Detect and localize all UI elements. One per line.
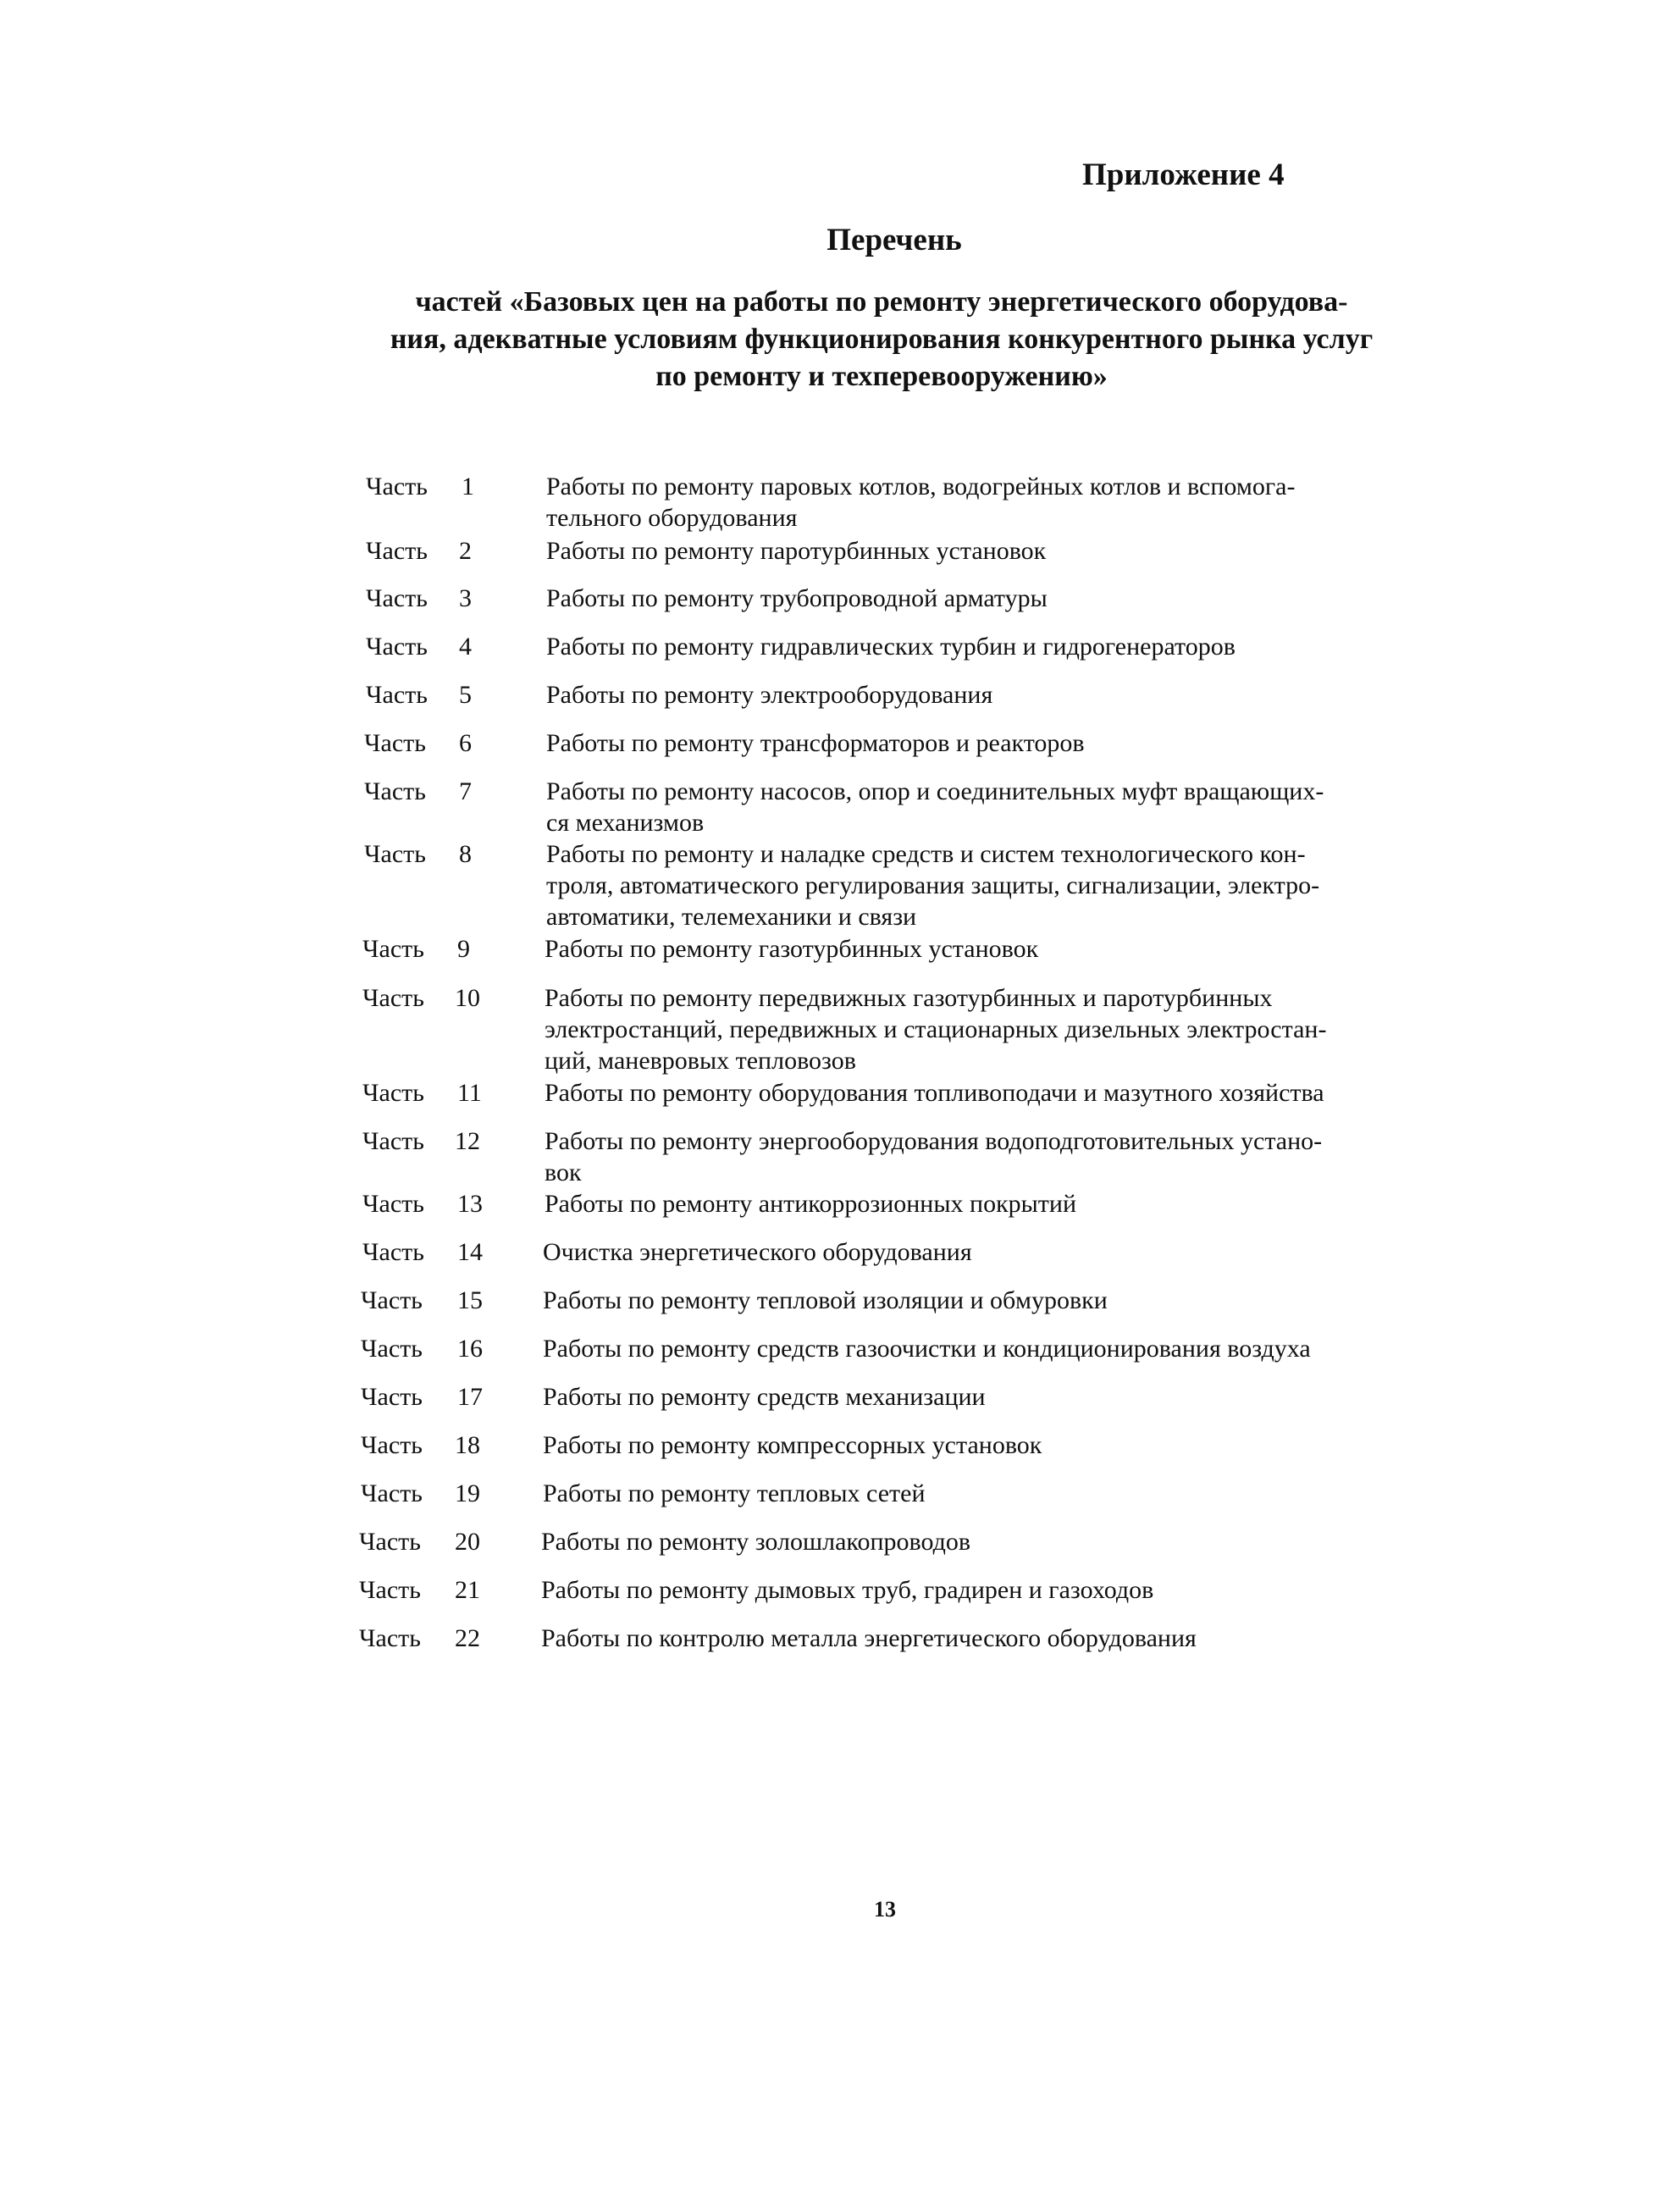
part-description-line: тельного оборудования [546, 504, 798, 532]
part-number: 19 [455, 1479, 480, 1507]
part-number: 7 [459, 777, 472, 805]
subtitle-line: по ремонту и техперевооружению» [655, 361, 1108, 392]
part-description [543, 1333, 1440, 1364]
part-description [546, 631, 1444, 662]
part-description [545, 1077, 1442, 1109]
part-number: 6 [459, 729, 472, 757]
part-description-line: Работы по ремонту средств механизации [543, 1383, 986, 1411]
part-description-line: Работы по ремонту гидравлических турбин и гидрогенераторов [546, 633, 1236, 661]
part-description [543, 1478, 1440, 1509]
part-description [546, 679, 1444, 711]
part-description-line: Работы по ремонту дымовых труб, градирен и газоходов [541, 1576, 1154, 1604]
part-description [546, 583, 1444, 614]
part-word: Часть [364, 777, 426, 805]
part-description-line: Работы по ремонту электрооборудования [546, 681, 993, 709]
part-word: Часть [362, 1238, 424, 1266]
part-word: Часть [359, 1624, 421, 1652]
part-word: Часть [366, 633, 428, 661]
part-word: Часть [359, 1576, 421, 1604]
part-description [546, 535, 1444, 567]
part-number: 11 [457, 1079, 482, 1107]
part-description [546, 471, 1444, 534]
part-word: Часть [361, 1479, 423, 1507]
part-description-line: Работы по ремонту золошлакопроводов [541, 1528, 971, 1556]
page-title: Перечень [826, 223, 962, 257]
part-word: Часть [361, 1335, 423, 1363]
part-number: 4 [459, 633, 472, 661]
part-number: 5 [459, 681, 472, 709]
part-number: 12 [455, 1127, 480, 1155]
part-word: Часть [361, 1431, 423, 1459]
part-word: Часть [362, 984, 424, 1012]
part-word: Часть [361, 1383, 423, 1411]
part-number: 21 [455, 1576, 480, 1604]
part-description [545, 982, 1442, 1076]
part-description-line: Работы по ремонту компрессорных установок [543, 1431, 1042, 1459]
document-subtitle [309, 284, 1454, 395]
part-word: Часть [362, 1190, 424, 1218]
part-description-line: Работы по ремонту газотурбинных установок [545, 935, 1039, 963]
part-description [546, 727, 1444, 759]
part-number: 2 [459, 537, 472, 565]
part-description-line: Работы по ремонту паровых котлов, водогрейных котлов и вспомога- [546, 473, 1296, 500]
part-description-line: Работы по ремонту тепловой изоляции и обмуровки [543, 1286, 1108, 1314]
part-description-line: Работы по ремонту тепловых сетей [543, 1479, 926, 1507]
part-number: 16 [457, 1335, 483, 1363]
part-description-line: Работы по ремонту передвижных газотурбинных и паротурбинных [545, 984, 1273, 1012]
part-word: Часть [362, 935, 424, 963]
part-description [541, 1623, 1439, 1654]
part-number: 10 [455, 984, 480, 1012]
part-number: 17 [457, 1383, 483, 1411]
subtitle-line: ния, адекватные условиям функционирования конкурентного рынка услуг [390, 324, 1374, 355]
part-word: Часть [366, 473, 428, 500]
part-description-line: Работы по ремонту средств газоочистки и кондиционирования воздуха [543, 1335, 1311, 1363]
part-description-line: Работы по ремонту оборудования топливоподачи и мазутного хозяйства [545, 1079, 1324, 1107]
part-description-line: Работы по контролю металла энергетического оборудования [541, 1624, 1197, 1652]
part-description [541, 1526, 1439, 1557]
part-number: 13 [457, 1190, 483, 1218]
part-description-line: Работы по ремонту насосов, опор и соединительных муфт вращающих- [546, 777, 1324, 805]
part-number: 3 [459, 584, 472, 612]
part-number: 20 [455, 1528, 480, 1556]
part-description [543, 1285, 1440, 1316]
part-word: Часть [359, 1528, 421, 1556]
part-description [543, 1430, 1440, 1461]
part-description-line: ций, маневровых тепловозов [545, 1047, 856, 1075]
page-number: 13 [874, 1897, 896, 1922]
part-number: 1 [462, 473, 474, 500]
part-number: 18 [455, 1431, 480, 1459]
part-description-line: Работы по ремонту антикоррозионных покрытий [545, 1190, 1077, 1218]
part-number: 9 [457, 935, 470, 963]
part-description-line: троля, автоматического регулирования защиты, сигнализации, электро- [546, 871, 1320, 899]
subtitle-line: частей «Базовых цен на работы по ремонту энергетического оборудова- [415, 286, 1348, 318]
part-word: Часть [364, 840, 426, 868]
part-description-line: ся механизмов [546, 809, 705, 837]
part-word: Часть [361, 1286, 423, 1314]
part-description-line: Работы по ремонту паротурбинных установок [546, 537, 1047, 565]
part-word: Часть [364, 729, 426, 757]
part-description [545, 1125, 1442, 1188]
part-description [545, 1188, 1442, 1219]
part-description-line: Работы по ремонту и наладке средств и систем технологического кон- [546, 840, 1306, 868]
part-word: Часть [362, 1127, 424, 1155]
part-description-line: электростанций, передвижных и стационарных дизельных электростан- [545, 1015, 1327, 1043]
part-description [543, 1236, 1440, 1268]
part-description [543, 1381, 1440, 1413]
part-description-line: вок [545, 1159, 582, 1186]
appendix-label: Приложение 4 [1082, 158, 1285, 192]
part-number: 15 [457, 1286, 483, 1314]
part-word: Часть [366, 537, 428, 565]
part-description [546, 838, 1444, 932]
part-description [541, 1574, 1439, 1606]
part-number: 14 [457, 1238, 483, 1266]
part-description [545, 933, 1442, 965]
part-description-line: Очистка энергетического оборудования [543, 1238, 972, 1266]
part-description-line: Работы по ремонту трансформаторов и реакторов [546, 729, 1085, 757]
part-description [546, 776, 1444, 838]
part-description-line: Работы по ремонту трубопроводной арматуры [546, 584, 1048, 612]
part-word: Часть [366, 584, 428, 612]
part-word: Часть [366, 681, 428, 709]
part-description-line: Работы по ремонту энергооборудования водоподготовительных устано- [545, 1127, 1323, 1155]
part-number: 8 [459, 840, 472, 868]
part-word: Часть [362, 1079, 424, 1107]
part-description-line: автоматики, телемеханики и связи [546, 903, 917, 931]
part-number: 22 [455, 1624, 480, 1652]
